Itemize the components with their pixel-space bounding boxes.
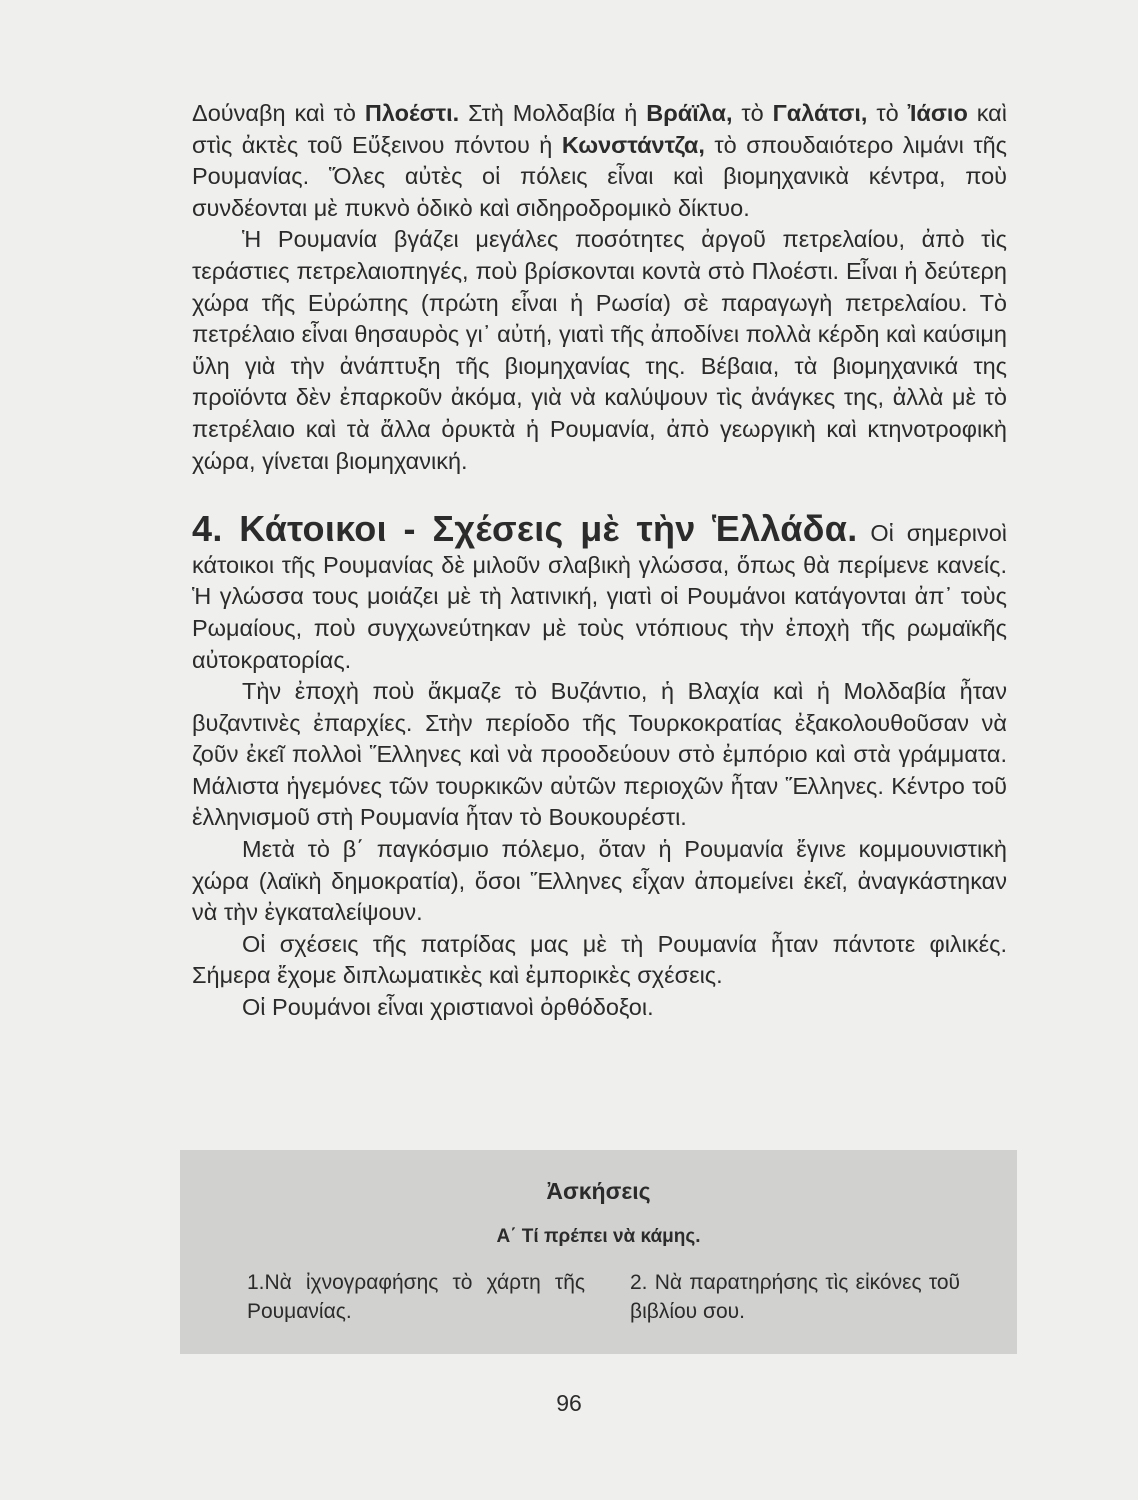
paragraph-religion: Οἱ Ρουμάνοι εἶναι χριστιανοὶ ὀρθόδοξοι. — [242, 994, 654, 1021]
text-run: καὶ στὶς ἀκτὲς τοῦ Εὔξεινου πόντου ἡ — [192, 100, 1007, 158]
exercise-item-1: 1.Νὰ ἰχνογραφήσης τὸ χάρτη τῆς Ρουμανίας. — [247, 1271, 585, 1323]
paragraph-cities — [192, 98, 1007, 224]
text-run: τὸ — [732, 100, 773, 126]
city-name-braila: Βράϊλα, — [646, 100, 733, 126]
section-heading: 4. Κάτοικοι - Σχέσεις μὲ τὴν Ἑλλάδα. — [192, 508, 858, 550]
text-run: τὸ σπουδαιότερο λιμάνι τῆς Ρουμανίας. Ὅλες αὐτὲς οἱ πόλεις εἶναι καὶ βιομηχανικὰ κέντρα, ποὺ συνδέονται μὲ πυκνὸ ὁδικὸ καὶ σιδηροδρομικὸ δίκτυο. — [192, 131, 1007, 221]
text-run: Στὴ Μολδαβία ἡ — [459, 100, 647, 126]
exercises-subtitle: Α΄ Τί πρέπει νὰ κάμης. — [496, 1226, 701, 1247]
exercise-item-2: 2. Νὰ παρατηρήσης τὶς εἰκόνες τοῦ βιβλίου σου. — [630, 1271, 960, 1323]
paragraph-ww2: Μετὰ τὸ β΄ παγκόσμιο πόλεμο, ὅταν ἡ Ρουμανία ἔγινε κομμουνιστικὴ χώρα (λαϊκὴ δημοκρατία), ὅσοι Ἕλληνες εἶχαν ἀπομείνει ἐκεῖ, ἀναγκάστηκαν νὰ τὴν ἐγκαταλείψουν. — [192, 836, 1007, 926]
text-run: Δούναβη καὶ τὸ — [192, 100, 365, 126]
city-name-ploesti: Πλοέστι. — [364, 100, 460, 126]
paragraph-inhabitants — [192, 508, 1007, 676]
page-number: 96 — [556, 1390, 582, 1416]
city-name-iasi: Ἰάσιο — [907, 100, 968, 126]
body-text — [192, 98, 1007, 1024]
text-run: Οἱ σημερινοὶ κάτοικοι τῆς Ρουμανίας δὲ μιλοῦν σλαβικὴ γλώσσα, ὅπως θὰ περίμενε κανείς. Ἡ γλώσσα τους μοιάζει μὲ τὴ λατινική, γιατὶ οἱ Ρουμάνοι κατάγονται ἀπ᾽ τοὺς Ρωμαίους, ποὺ συγχωνεύτηκαν μὲ τοὺς ντόπιους τὴν ἐποχὴ τῆς ρωμαϊκῆς αὐτοκρατορίας. — [192, 520, 1007, 673]
paragraph-byzantium: Τὴν ἐποχὴ ποὺ ἄκμαζε τὸ Βυζάντιο, ἡ Βλαχία καὶ ἡ Μολδαβία ἦταν βυζαντινὲς ἐπαρχίες. Στὴν περίοδο τῆς Τουρκοκρατίας ἐξακολουθοῦσαν νὰ ζοῦν ἐκεῖ πολλοὶ Ἕλληνες καὶ νὰ προοδεύουν στὸ ἐμπόριο καὶ στὰ γράμματα. Μάλιστα ἡγεμόνες τῶν τουρκικῶν αὐτῶν περιοχῶν ἦταν Ἕλληνες. Κέντρο τοῦ ἑλληνισμοῦ στὴ Ρουμανία ἦταν τὸ Βουκουρέστι. — [192, 678, 1007, 831]
paragraph-relations: Οἱ σχέσεις τῆς πατρίδας μας μὲ τὴ Ρουμανία ἦταν πάντοτε φιλικές. Σήμερα ἔχομε διπλωματικὲς καὶ ἐμπορικὲς σχέσεις. — [192, 930, 1007, 989]
city-name-galati: Γαλάτσι, — [772, 100, 868, 126]
text-run: τὸ — [867, 100, 908, 126]
paragraph-petroleum: Ἡ Ρουμανία βγάζει μεγάλες ποσότητες ἀργοῦ πετρελαίου, ἀπὸ τὶς τεράστιες πετρελαιοπηγές, ποὺ βρίσκονται κοντὰ στὸ Πλοέστι. Εἶναι ἡ δεύτερη χώρα τῆς Εὐρώπης (πρώτη εἶναι ἡ Ρωσία) σὲ παραγωγὴ πετρελαίου. Τὸ πετρέλαιο εἶναι θησαυρὸς γι᾽ αὐτή, γιατὶ τῆς ἀποδίνει πολλὰ κέρδη καὶ καύσιμη ὕλη γιὰ τὴν ἀνάπτυξη τῆς βιομηχανίας της. Βέβαια, τὰ βιομηχανικά της προϊόντα δὲν ἐπαρκοῦν ἀκόμα, γιὰ νὰ καλύψουν τὶς ἀνάγκες της, ἀλλὰ μὲ τὸ πετρέλαιο καὶ τὰ ἄλλα ὀρυκτὰ ἡ Ρουμανία, ἀπὸ γεωργικὴ καὶ κτηνοτροφικὴ χώρα, γίνεται βιομηχανική. — [192, 226, 1007, 474]
exercises-title: Ἀσκήσεις — [546, 1178, 651, 1204]
city-name-constanta: Κωνστάντζα, — [561, 131, 705, 158]
exercises-box — [180, 1150, 1017, 1354]
